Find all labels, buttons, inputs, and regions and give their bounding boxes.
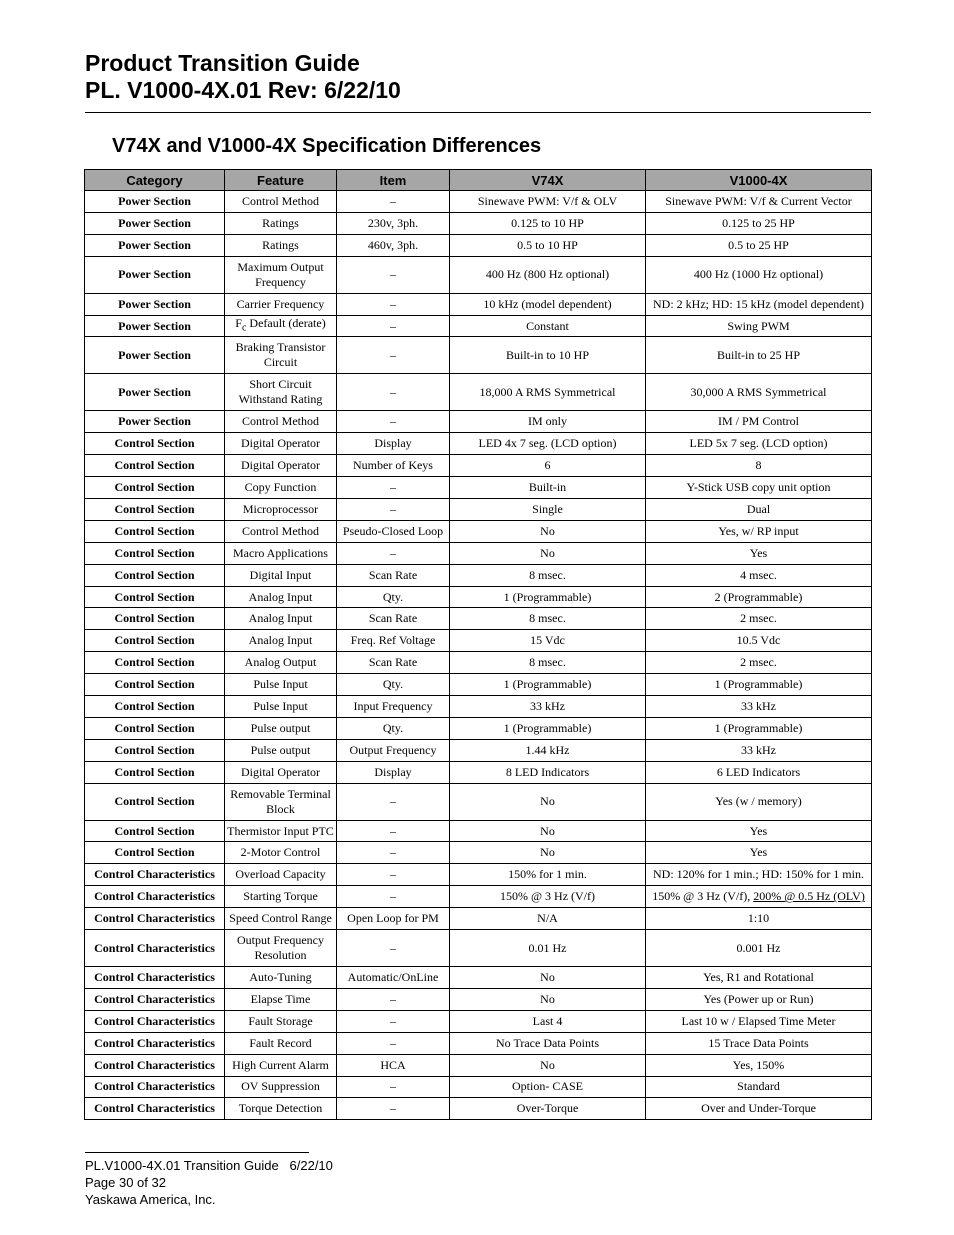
cell-category: Power Section <box>85 411 225 433</box>
cell-category: Power Section <box>85 293 225 315</box>
table-row <box>85 739 872 761</box>
cell-category: Control Section <box>85 542 225 564</box>
cell-v1000: Swing PWM <box>646 315 872 337</box>
cell-v1000: ND: 120% for 1 min.; HD: 150% for 1 min. <box>646 864 872 886</box>
table-row <box>85 191 872 213</box>
cell-v1000: 6 LED Indicators <box>646 761 872 783</box>
table-row <box>85 455 872 477</box>
cell-feature: 2-Motor Control <box>225 842 337 864</box>
cell-feature: Control Method <box>225 191 337 213</box>
cell-item: – <box>337 499 450 521</box>
cell-v1000: 15 Trace Data Points <box>646 1032 872 1054</box>
cell-v74x: 8 msec. <box>450 608 646 630</box>
cell-category: Control Section <box>85 433 225 455</box>
header-title-line1: Product Transition Guide <box>85 50 360 76</box>
cell-category: Control Characteristics <box>85 1098 225 1120</box>
cell-v1000: 2 msec. <box>646 608 872 630</box>
cell-item: – <box>337 930 450 967</box>
cell-v74x: 150% @ 3 Hz (V/f) <box>450 886 646 908</box>
cell-v1000: Dual <box>646 499 872 521</box>
footer-line2: Page 30 of 32 <box>85 1175 166 1190</box>
cell-item: 230v, 3ph. <box>337 212 450 234</box>
table-row <box>85 293 872 315</box>
cell-category: Power Section <box>85 256 225 293</box>
cell-feature: Digital Operator <box>225 761 337 783</box>
cell-feature: Digital Input <box>225 564 337 586</box>
table-row <box>85 586 872 608</box>
cell-v74x: No <box>450 820 646 842</box>
cell-v74x: Built-in <box>450 477 646 499</box>
cell-v1000: Y-Stick USB copy unit option <box>646 477 872 499</box>
section-title: V74X and V1000-4X Specification Differences <box>112 135 542 157</box>
table-row <box>85 608 872 630</box>
footer-line1: PL.V1000-4X.01 Transition Guide 6/22/10 <box>85 1158 333 1173</box>
cell-item: – <box>337 820 450 842</box>
cell-v74x: No <box>450 520 646 542</box>
cell-item: – <box>337 1076 450 1098</box>
cell-category: Control Section <box>85 761 225 783</box>
cell-v74x: 15 Vdc <box>450 630 646 652</box>
cell-category: Control Characteristics <box>85 908 225 930</box>
table-row <box>85 1098 872 1120</box>
cell-v74x: 0.01 Hz <box>450 930 646 967</box>
cell-v74x: Constant <box>450 315 646 337</box>
cell-v74x: IM only <box>450 411 646 433</box>
table-row <box>85 256 872 293</box>
cell-feature: Analog Input <box>225 630 337 652</box>
cell-v1000: 0.001 Hz <box>646 930 872 967</box>
cell-category: Power Section <box>85 315 225 337</box>
cell-feature: Pulse Input <box>225 696 337 718</box>
cell-item: – <box>337 337 450 374</box>
cell-category: Control Section <box>85 783 225 820</box>
cell-v1000: Standard <box>646 1076 872 1098</box>
cell-v1000 <box>646 886 872 908</box>
table-row <box>85 499 872 521</box>
cell-feature: Pulse output <box>225 717 337 739</box>
cell-item: Qty. <box>337 586 450 608</box>
cell-item: – <box>337 1098 450 1120</box>
cell-category: Control Section <box>85 499 225 521</box>
cell-item: – <box>337 411 450 433</box>
table-row <box>85 1054 872 1076</box>
cell-v74x: 0.125 to 10 HP <box>450 212 646 234</box>
cell-v74x: 1.44 kHz <box>450 739 646 761</box>
cell-feature: Auto-Tuning <box>225 967 337 989</box>
cell-feature: Speed Control Range <box>225 908 337 930</box>
cell-feature: Analog Input <box>225 608 337 630</box>
cell-v74x: Built-in to 10 HP <box>450 337 646 374</box>
cell-v1000: IM / PM Control <box>646 411 872 433</box>
cell-v74x: 18,000 A RMS Symmetrical <box>450 374 646 411</box>
cell-v1000: 0.5 to 25 HP <box>646 234 872 256</box>
cell-category: Control Characteristics <box>85 1076 225 1098</box>
cell-v74x: No <box>450 967 646 989</box>
cell-feature: Macro Applications <box>225 542 337 564</box>
cell-item: – <box>337 191 450 213</box>
cell-v1000: Last 10 w / Elapsed Time Meter <box>646 1010 872 1032</box>
cell-feature: Ratings <box>225 234 337 256</box>
table-row <box>85 820 872 842</box>
cell-item: Automatic/OnLine <box>337 967 450 989</box>
cell-feature: Copy Function <box>225 477 337 499</box>
cell-category: Control Section <box>85 608 225 630</box>
cell-v1000: 2 msec. <box>646 652 872 674</box>
cell-v1000: ND: 2 kHz; HD: 15 kHz (model dependent) <box>646 293 872 315</box>
cell-feature: OV Suppression <box>225 1076 337 1098</box>
cell-category: Control Section <box>85 739 225 761</box>
cell-item: – <box>337 477 450 499</box>
cell-v1000: Yes (w / memory) <box>646 783 872 820</box>
spec-differences-table <box>84 169 872 1120</box>
cell-v1000: 2 (Programmable) <box>646 586 872 608</box>
cell-item: – <box>337 374 450 411</box>
cell-v1000: 1 (Programmable) <box>646 717 872 739</box>
cell-feature: Overload Capacity <box>225 864 337 886</box>
cell-category: Control Section <box>85 564 225 586</box>
cell-v1000: 33 kHz <box>646 696 872 718</box>
cell-item: – <box>337 293 450 315</box>
cell-v74x: 1 (Programmable) <box>450 674 646 696</box>
cell-item: Scan Rate <box>337 564 450 586</box>
cell-category: Control Section <box>85 717 225 739</box>
cell-item: – <box>337 988 450 1010</box>
col-header-v1000: V1000-4X <box>646 170 872 191</box>
cell-v74x: No <box>450 1054 646 1076</box>
cell-category: Control Characteristics <box>85 988 225 1010</box>
cell-feature: Pulse Input <box>225 674 337 696</box>
table-row <box>85 696 872 718</box>
header-title-line2: PL. V1000-4X.01 Rev: 6/22/10 <box>85 77 401 103</box>
cell-category: Power Section <box>85 337 225 374</box>
cell-category: Control Section <box>85 520 225 542</box>
table-row <box>85 886 872 908</box>
table-row <box>85 783 872 820</box>
cell-v74x: No <box>450 988 646 1010</box>
cell-v1000: Yes (Power up or Run) <box>646 988 872 1010</box>
cell-v1000: 30,000 A RMS Symmetrical <box>646 374 872 411</box>
cell-feature: Maximum Output Frequency <box>225 256 337 293</box>
cell-feature: Output Frequency Resolution <box>225 930 337 967</box>
cell-category: Control Section <box>85 674 225 696</box>
cell-v74x: Option- CASE <box>450 1076 646 1098</box>
cell-feature: Control Method <box>225 411 337 433</box>
table-row <box>85 864 872 886</box>
table-row <box>85 1032 872 1054</box>
table-row <box>85 337 872 374</box>
table-row <box>85 652 872 674</box>
document-footer <box>85 1157 333 1208</box>
table-row <box>85 433 872 455</box>
cell-item: – <box>337 1010 450 1032</box>
cell-category: Control Section <box>85 652 225 674</box>
cell-category: Power Section <box>85 191 225 213</box>
cell-v74x: Over-Torque <box>450 1098 646 1120</box>
cell-feature: Analog Input <box>225 586 337 608</box>
document-header <box>85 50 871 104</box>
cell-category: Control Characteristics <box>85 1010 225 1032</box>
cell-category: Control Section <box>85 455 225 477</box>
cell-item: – <box>337 842 450 864</box>
cell-category: Control Section <box>85 842 225 864</box>
table-row <box>85 477 872 499</box>
cell-feature: Digital Operator <box>225 433 337 455</box>
cell-category: Control Characteristics <box>85 967 225 989</box>
cell-feature: Microprocessor <box>225 499 337 521</box>
cell-item: Number of Keys <box>337 455 450 477</box>
cell-item: Input Frequency <box>337 696 450 718</box>
table-row <box>85 674 872 696</box>
cell-feature <box>225 315 337 337</box>
cell-v1000: 0.125 to 25 HP <box>646 212 872 234</box>
cell-category: Control Section <box>85 630 225 652</box>
cell-item: Scan Rate <box>337 652 450 674</box>
cell-category: Power Section <box>85 212 225 234</box>
cell-feature: Analog Output <box>225 652 337 674</box>
cell-v74x: Single <box>450 499 646 521</box>
cell-item: 460v, 3ph. <box>337 234 450 256</box>
cell-v1000: Yes <box>646 820 872 842</box>
cell-item: – <box>337 1032 450 1054</box>
cell-v1000: Yes <box>646 842 872 864</box>
table-row <box>85 967 872 989</box>
cell-v74x: 1 (Programmable) <box>450 717 646 739</box>
cell-v1000: 400 Hz (1000 Hz optional) <box>646 256 872 293</box>
cell-v74x: Last 4 <box>450 1010 646 1032</box>
table-row <box>85 520 872 542</box>
cell-v74x: 10 kHz (model dependent) <box>450 293 646 315</box>
cell-v74x: 6 <box>450 455 646 477</box>
cell-feature: Fault Record <box>225 1032 337 1054</box>
table-body <box>85 191 872 1120</box>
table-row <box>85 374 872 411</box>
cell-item: – <box>337 315 450 337</box>
cell-v1000: 1 (Programmable) <box>646 674 872 696</box>
cell-category: Control Characteristics <box>85 1054 225 1076</box>
table-row <box>85 411 872 433</box>
table-row <box>85 930 872 967</box>
cell-item: Display <box>337 433 450 455</box>
cell-feature: Starting Torque <box>225 886 337 908</box>
header-divider <box>85 112 871 113</box>
table-header-row <box>85 170 872 191</box>
cell-feature: Torque Detection <box>225 1098 337 1120</box>
cell-v74x: LED 4x 7 seg. (LCD option) <box>450 433 646 455</box>
cell-item: Output Frequency <box>337 739 450 761</box>
cell-category: Control Section <box>85 586 225 608</box>
col-header-feature: Feature <box>225 170 337 191</box>
cell-v1000: Yes, 150% <box>646 1054 872 1076</box>
cell-feature: Removable Terminal Block <box>225 783 337 820</box>
cell-v1000: Built-in to 25 HP <box>646 337 872 374</box>
cell-v1000: Sinewave PWM: V/f & Current Vector <box>646 191 872 213</box>
v1000-underlined-text: 200% @ 0.5 Hz (OLV) <box>753 889 865 904</box>
cell-v1000: Over and Under-Torque <box>646 1098 872 1120</box>
table-row <box>85 212 872 234</box>
cell-v74x: N/A <box>450 908 646 930</box>
cell-v74x: 33 kHz <box>450 696 646 718</box>
cell-v1000: 8 <box>646 455 872 477</box>
cell-category: Control Characteristics <box>85 1032 225 1054</box>
table-row <box>85 717 872 739</box>
table-row <box>85 1076 872 1098</box>
cell-category: Control Section <box>85 696 225 718</box>
cell-v1000: 1:10 <box>646 908 872 930</box>
footer-divider <box>85 1152 309 1153</box>
cell-item: Display <box>337 761 450 783</box>
cell-item: Qty. <box>337 674 450 696</box>
cell-v1000: LED 5x 7 seg. (LCD option) <box>646 433 872 455</box>
cell-feature: Elapse Time <box>225 988 337 1010</box>
table-row <box>85 761 872 783</box>
cell-category: Control Section <box>85 820 225 842</box>
cell-feature: Ratings <box>225 212 337 234</box>
footer-line3: Yaskawa America, Inc. <box>85 1192 216 1207</box>
cell-item: Freq. Ref Voltage <box>337 630 450 652</box>
cell-feature: Fault Storage <box>225 1010 337 1032</box>
table-row <box>85 315 872 337</box>
cell-v1000: Yes, R1 and Rotational <box>646 967 872 989</box>
col-header-category: Category <box>85 170 225 191</box>
cell-v74x: 1 (Programmable) <box>450 586 646 608</box>
cell-v74x: 0.5 to 10 HP <box>450 234 646 256</box>
col-header-v74x: V74X <box>450 170 646 191</box>
cell-item: – <box>337 542 450 564</box>
cell-v1000: 10.5 Vdc <box>646 630 872 652</box>
cell-item: Open Loop for PM <box>337 908 450 930</box>
cell-category: Control Characteristics <box>85 930 225 967</box>
table-row <box>85 234 872 256</box>
cell-v1000: 33 kHz <box>646 739 872 761</box>
cell-v74x: 8 msec. <box>450 652 646 674</box>
cell-item: – <box>337 783 450 820</box>
cell-feature: Short Circuit Withstand Rating <box>225 374 337 411</box>
cell-item: – <box>337 864 450 886</box>
cell-item: Qty. <box>337 717 450 739</box>
cell-feature: Thermistor Input PTC <box>225 820 337 842</box>
cell-feature: Control Method <box>225 520 337 542</box>
cell-v74x: Sinewave PWM: V/f & OLV <box>450 191 646 213</box>
cell-item: – <box>337 256 450 293</box>
cell-v74x: No Trace Data Points <box>450 1032 646 1054</box>
cell-category: Control Characteristics <box>85 864 225 886</box>
table-row <box>85 630 872 652</box>
table-row <box>85 1010 872 1032</box>
cell-feature: Braking Transistor Circuit <box>225 337 337 374</box>
cell-item: HCA <box>337 1054 450 1076</box>
col-header-item: Item <box>337 170 450 191</box>
cell-item: Pseudo-Closed Loop <box>337 520 450 542</box>
cell-feature: High Current Alarm <box>225 1054 337 1076</box>
cell-v74x: No <box>450 542 646 564</box>
cell-v1000: Yes, w/ RP input <box>646 520 872 542</box>
cell-category: Control Characteristics <box>85 886 225 908</box>
feature-subscript: c <box>241 322 247 334</box>
cell-category: Power Section <box>85 234 225 256</box>
cell-item: – <box>337 886 450 908</box>
cell-feature: Carrier Frequency <box>225 293 337 315</box>
cell-category: Power Section <box>85 374 225 411</box>
table-row <box>85 842 872 864</box>
cell-v74x: 150% for 1 min. <box>450 864 646 886</box>
cell-item: Scan Rate <box>337 608 450 630</box>
cell-v1000: Yes <box>646 542 872 564</box>
cell-v74x: 8 msec. <box>450 564 646 586</box>
table-row <box>85 564 872 586</box>
cell-v74x: No <box>450 842 646 864</box>
cell-category: Control Section <box>85 477 225 499</box>
v1000-plain-text: 150% @ 3 Hz (V/f), <box>652 889 754 904</box>
cell-v74x: 400 Hz (800 Hz optional) <box>450 256 646 293</box>
table-row <box>85 988 872 1010</box>
table-row <box>85 542 872 564</box>
cell-feature: Digital Operator <box>225 455 337 477</box>
cell-v74x: No <box>450 783 646 820</box>
cell-feature: Pulse output <box>225 739 337 761</box>
cell-v74x: 8 LED Indicators <box>450 761 646 783</box>
feature-main-text: F <box>235 316 242 331</box>
feature-rest-text: Default (derate) <box>246 316 326 331</box>
table-row <box>85 908 872 930</box>
cell-v1000: 4 msec. <box>646 564 872 586</box>
